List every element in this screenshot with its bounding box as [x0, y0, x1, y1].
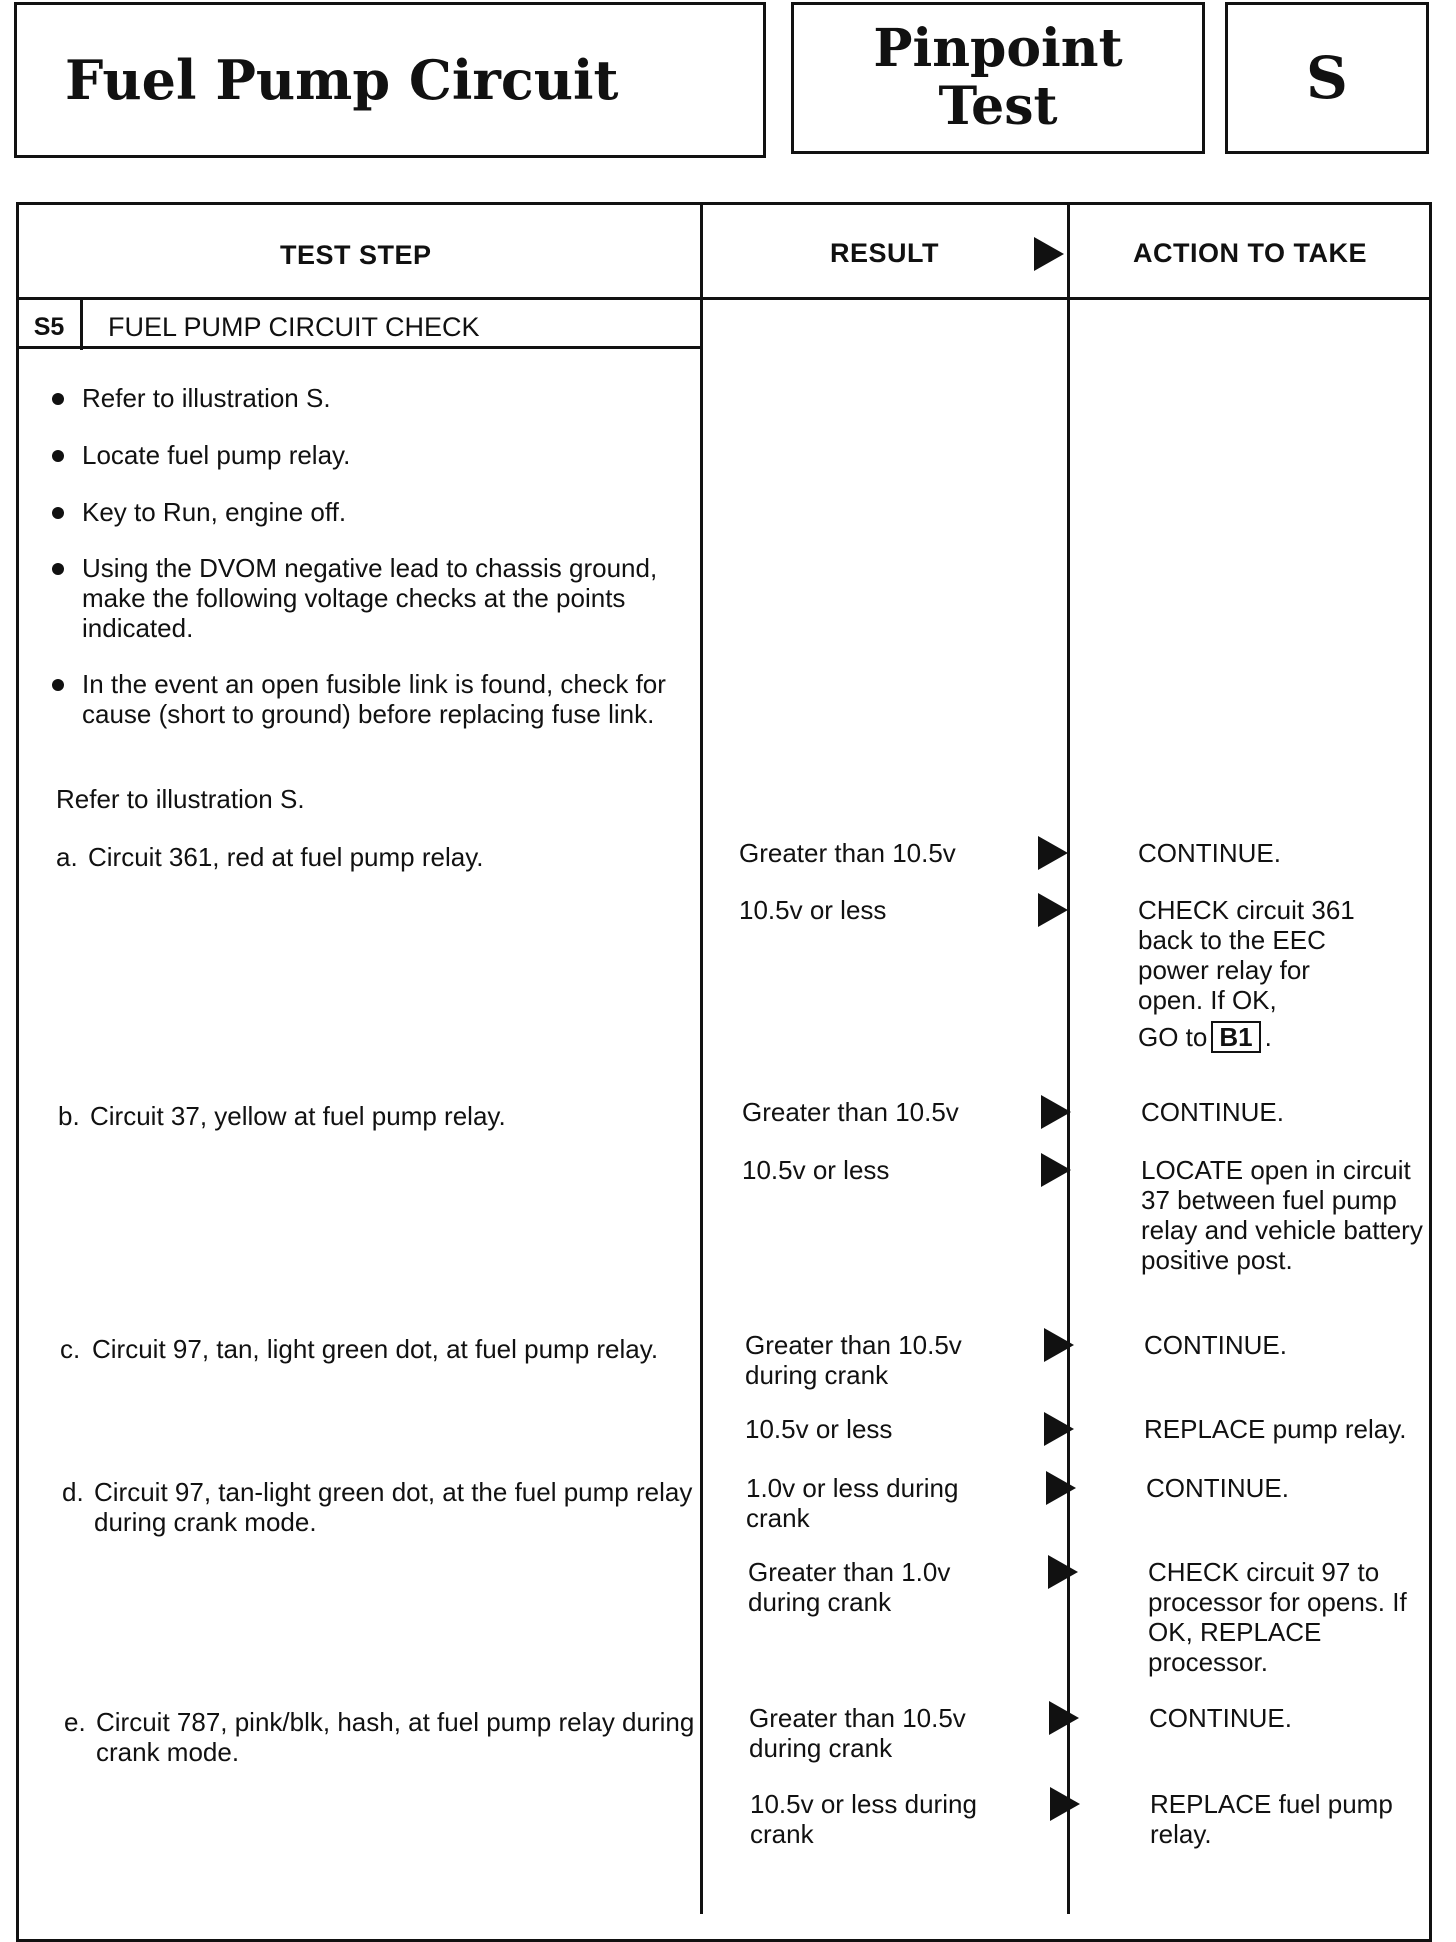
- goto-suffix: .: [1264, 1022, 1272, 1052]
- bullet-icon: [52, 507, 64, 519]
- substep-text: Circuit 787, pink/blk, hash, at fuel pump relay during crank mode.: [96, 1707, 695, 1767]
- test-type-line1: Pinpoint: [873, 18, 1123, 79]
- substep-letter: b.: [58, 1101, 80, 1131]
- column-header-test-step: TEST STEP: [280, 240, 432, 270]
- result-text: Greater than 10.5v during crank: [745, 1330, 962, 1390]
- refer-note: Refer to illustration S.: [56, 784, 305, 814]
- header-row-divider: [16, 297, 1432, 300]
- bullet-text: Using the DVOM negative lead to chassis ground, make the following voltage checks at the points indicated.: [82, 553, 658, 643]
- bullet-icon: [52, 563, 64, 575]
- result-text: 1.0v or less during crank: [746, 1473, 959, 1533]
- result-text: Greater than 10.5v: [742, 1097, 959, 1127]
- result-text: Greater than 10.5v: [739, 838, 956, 868]
- result-text: Greater than 10.5v during crank: [749, 1703, 966, 1763]
- column-header-action: ACTION TO TAKE: [1133, 238, 1367, 268]
- result-text: 10.5v or less: [745, 1414, 893, 1444]
- goto-line: [1138, 1021, 1378, 1053]
- substep-text: Circuit 361, red at fuel pump relay.: [88, 842, 484, 872]
- result-text: Greater than 1.0v during crank: [748, 1557, 951, 1617]
- arrow-icon: [1044, 1328, 1074, 1362]
- substep-letter: e.: [64, 1707, 86, 1737]
- arrow-icon: [1038, 836, 1068, 870]
- test-code: S: [1225, 2, 1429, 154]
- arrow-icon: [1038, 893, 1068, 927]
- arrow-icon: [1049, 1701, 1079, 1735]
- substep-text: Circuit 97, tan, light green dot, at fuel pump relay.: [92, 1334, 659, 1364]
- bullet-text: Key to Run, engine off.: [82, 497, 347, 527]
- test-type-line2: Test: [938, 76, 1058, 137]
- column-divider-2: [1067, 202, 1070, 1914]
- substep-letter: d.: [62, 1477, 84, 1507]
- bullet-icon: [52, 450, 64, 462]
- bullet-icon: [52, 393, 64, 405]
- goto-prefix: GO to: [1138, 1022, 1208, 1052]
- action-text: CONTINUE.: [1146, 1473, 1289, 1503]
- action-text: LOCATE open in circuit 37 between fuel pump relay and vehicle battery positive post.: [1141, 1155, 1423, 1275]
- result-arrow-icon: [1034, 237, 1064, 271]
- step-id: S5: [33, 312, 65, 341]
- substep-letter: a.: [56, 842, 78, 872]
- action-text: CONTINUE.: [1149, 1703, 1292, 1733]
- arrow-icon: [1041, 1095, 1071, 1129]
- action-text: REPLACE fuel pump relay.: [1150, 1789, 1393, 1849]
- step-id-divider: [80, 300, 83, 350]
- arrow-icon: [1046, 1471, 1076, 1505]
- substep-text: Circuit 97, tan-light green dot, at the fuel pump relay during crank mode.: [94, 1477, 693, 1537]
- substep-text: Circuit 37, yellow at fuel pump relay.: [90, 1101, 506, 1131]
- action-text: CONTINUE.: [1144, 1330, 1287, 1360]
- action-text: REPLACE pump relay.: [1144, 1414, 1407, 1444]
- step-title: FUEL PUMP CIRCUIT CHECK: [108, 311, 480, 342]
- result-text: 10.5v or less: [739, 895, 887, 925]
- action-text: CHECK circuit 97 to processor for opens. If OK, REPLACE processor.: [1148, 1557, 1407, 1677]
- column-header-result: RESULT: [830, 238, 939, 268]
- bullet-text: Refer to illustration S.: [82, 383, 331, 413]
- arrow-icon: [1044, 1412, 1074, 1446]
- test-type-box: [791, 2, 1205, 154]
- page-title: Fuel Pump Circuit: [14, 2, 766, 158]
- action-text: CONTINUE.: [1138, 838, 1281, 868]
- arrow-icon: [1048, 1555, 1078, 1589]
- goto-step-ref: B1: [1211, 1021, 1260, 1053]
- result-text: 10.5v or less: [742, 1155, 890, 1185]
- arrow-icon: [1041, 1153, 1071, 1187]
- bullet-icon: [52, 679, 64, 691]
- action-text: CONTINUE.: [1141, 1097, 1284, 1127]
- bullet-text: In the event an open fusible link is found, check for cause (short to ground) before replacing fuse link.: [82, 669, 666, 729]
- bullet-text: Locate fuel pump relay.: [82, 440, 351, 470]
- substep-letter: c.: [60, 1334, 81, 1364]
- result-text: 10.5v or less during crank: [750, 1789, 977, 1849]
- arrow-icon: [1050, 1787, 1080, 1821]
- action-text: CHECK circuit 361 back to the EEC power relay for open. If OK,: [1138, 895, 1355, 1015]
- action-block: [1138, 895, 1378, 1053]
